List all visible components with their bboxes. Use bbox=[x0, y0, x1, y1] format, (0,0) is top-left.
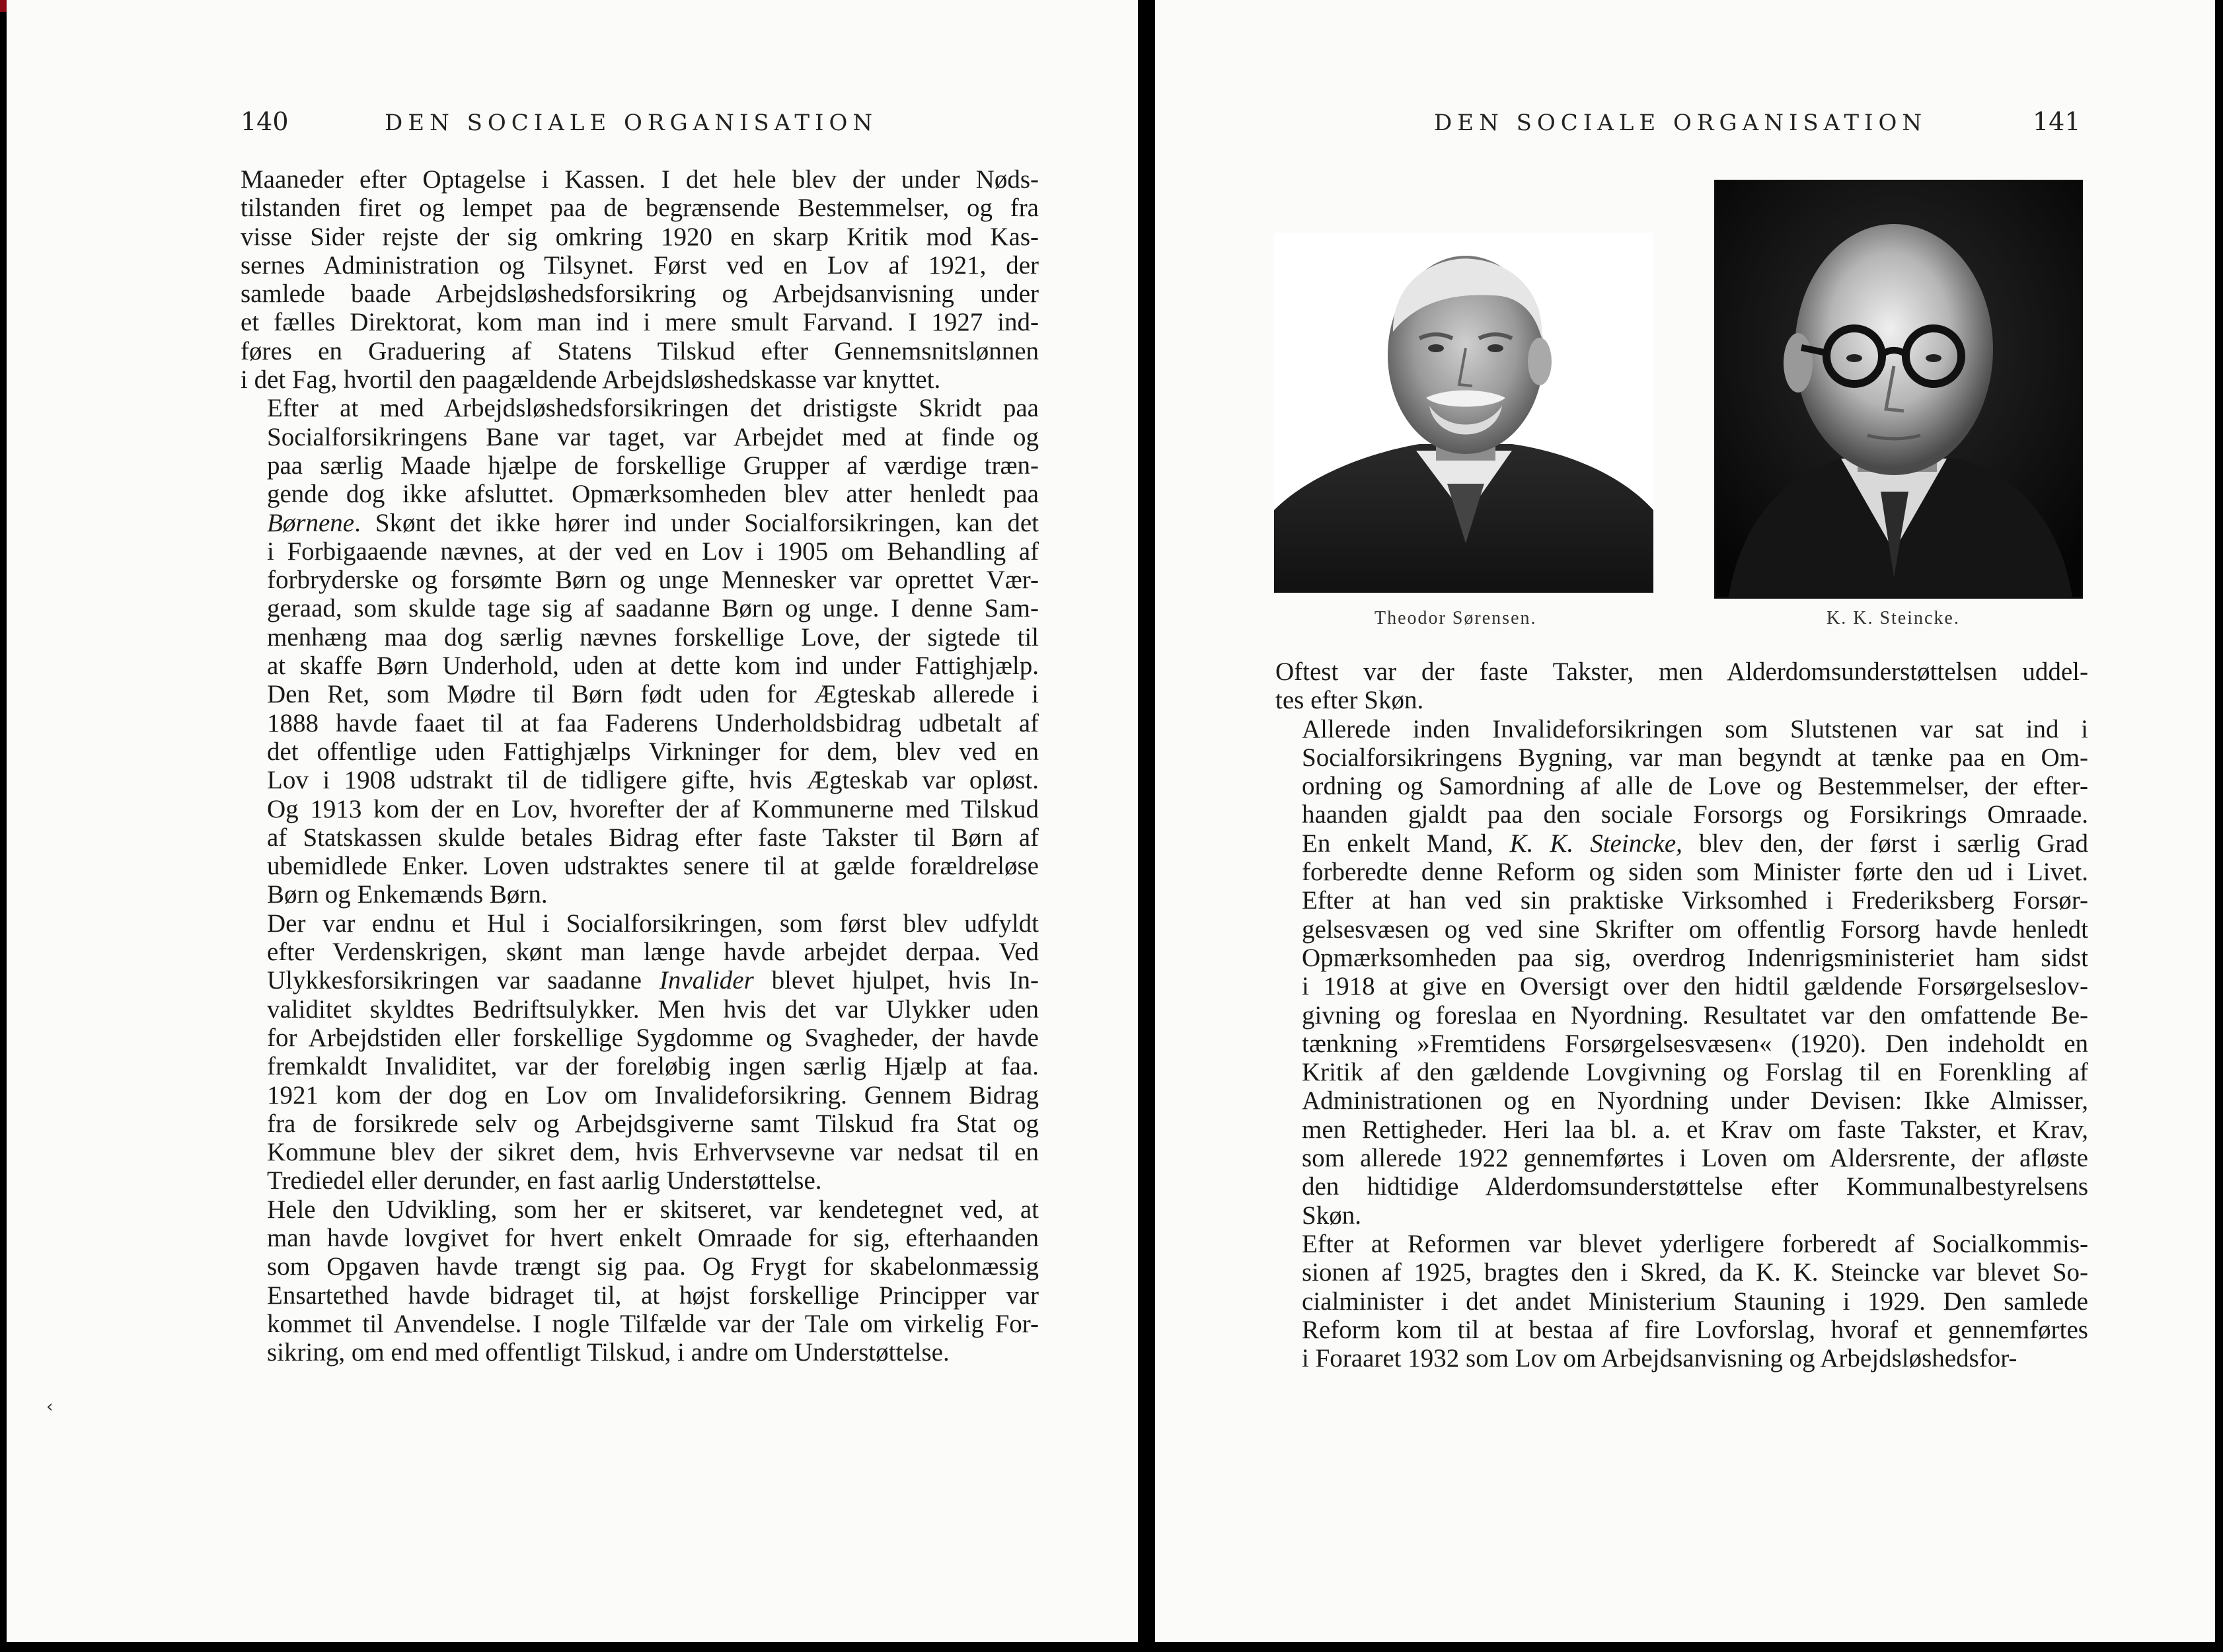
portrait-photo-steincke bbox=[1714, 180, 2083, 599]
text-line: Opmærksomheden paa sig, overdrog Indenrigsministeriet ham sidst bbox=[1302, 943, 2088, 972]
text-line: Børn og Enkemænds Børn. bbox=[267, 880, 548, 909]
text-line: Børnene. Skønt det ikke hører ind under Socialforsikringen, kan det bbox=[267, 508, 1039, 537]
text-line: givning og foreslaa en Nyordning. Resultatet var den omfattende Be- bbox=[1302, 1000, 2088, 1030]
text-line: Den Ret, som Mødre til Børn født uden for Ægteskab allerede i bbox=[267, 680, 1039, 709]
text-line: validitet skyldtes Bedriftsulykker. Men hvis det var Ulykker uden bbox=[267, 995, 1039, 1024]
paragraph bbox=[241, 394, 1039, 909]
text-line: sionen af 1925, bragtes den i Skred, da K. K. Steincke var blevet So- bbox=[1302, 1258, 2088, 1287]
text-line: 1888 havde faaet til at faa Faderens Underholdsbidrag udbetalt af bbox=[267, 708, 1039, 737]
text-line: gelsesvæsen og ved sine Skrifter om offentlig Forsorg havde henledt bbox=[1302, 915, 2088, 944]
text-line: geraad, som skulde tage sig af saadanne Børn og unge. I denne Sam- bbox=[267, 594, 1039, 623]
text-line: Allerede inden Invalideforsikringen som Slutstenen var sat ind i bbox=[1302, 714, 2088, 743]
text-line: samlede baade Arbejdsløshedsforsikring og Arbejdsanvisning under bbox=[241, 280, 1039, 309]
paragraph bbox=[1275, 1230, 2088, 1372]
text-line: man havde lovgivet for hvert enkelt Omraade for sig, efterhaanden bbox=[267, 1223, 1039, 1252]
text-line: 1921 kom der dog en Lov om Invalideforsikring. Gennem Bidrag bbox=[267, 1080, 1039, 1109]
caption-steincke: K. K. Steincke. bbox=[1827, 608, 1960, 628]
text-line: i Foraaret 1932 som Lov om Arbejdsanvisning og Arbejdsløshedsfor- bbox=[1302, 1344, 2017, 1373]
text-line: Trediedel eller derunder, en fast aarlig Understøttelse. bbox=[267, 1166, 822, 1195]
text-line: Hele den Udvikling, som her er skitseret, var kendetegnet ved, at bbox=[267, 1195, 1039, 1224]
text-line: sikring, om end med offentligt Tilskud, i andre om Understøttelse. bbox=[267, 1338, 950, 1367]
text-line: Der var endnu et Hul i Socialforsikringen, som først blev udfyldt bbox=[267, 909, 1039, 938]
text-line: af Statskassen skulde betales Bidrag efter faste Takster til Børn af bbox=[267, 823, 1039, 852]
text-line: for Arbejdstiden eller forskellige Sygdomme og Svagheder, der havde bbox=[267, 1023, 1039, 1052]
text-line: som allerede 1922 gennemførtes i Loven om Aldersrente, der afløste bbox=[1302, 1144, 2088, 1173]
paragraph bbox=[1275, 715, 2088, 1230]
text-line: Efter at Reformen var blevet yderligere forberedt af Socialkommis- bbox=[1302, 1229, 2088, 1258]
left-body-text bbox=[241, 165, 1039, 1367]
text-line: efter Verdenskrigen, skønt man længe havde arbejdet derpaa. Ved bbox=[267, 938, 1039, 967]
text-line: menhæng maa dog særlig nævnes forskellige Love, der sigtede til bbox=[267, 622, 1039, 652]
text-line: ordning og Samordning af alle de Love og Bestemmelser, der efter- bbox=[1302, 772, 2088, 801]
text-line: tænkning »Fremtidens Forsørgelsesvæsen« (1920). Den indeholdt en bbox=[1302, 1029, 2088, 1058]
text-line: i det Fag, hvortil den paagældende Arbejdsløshedskasse var knyttet. bbox=[241, 365, 941, 394]
text-line: Ulykkesforsikringen var saadanne Invalider blevet hjulpet, hvis In- bbox=[267, 966, 1039, 995]
text-line: Kritik af den gældende Lovgivning og Forslag til en Forenkling af bbox=[1302, 1058, 2088, 1087]
text-line: En enkelt Mand, K. K. Steincke, blev den, der først i særlig Grad bbox=[1302, 829, 2088, 858]
paragraph bbox=[241, 165, 1039, 394]
portrait-sorensen-image bbox=[1274, 233, 1653, 593]
text-line: forberedte denne Reform og siden som Minister førte den ud i Livet. bbox=[1302, 858, 2088, 887]
text-line: Skøn. bbox=[1302, 1201, 1361, 1230]
text-line: Socialforsikringens Bane var taget, var Arbejdet med at finde og bbox=[267, 422, 1039, 451]
text-line: men Rettigheder. Heri laa bl. a. et Krav om faste Takster, et Krav, bbox=[1302, 1115, 2088, 1144]
right-page bbox=[1155, 0, 2215, 1642]
paragraph bbox=[241, 909, 1039, 1195]
text-line: forbryderske og forsømte Børn og unge Mennesker var oprettet Vær- bbox=[267, 566, 1039, 595]
running-head-left: DEN SOCIALE ORGANISATION bbox=[385, 110, 878, 136]
text-line: Oftest var der faste Takster, men Alderdomsunderstøttelsen uddel- bbox=[1275, 657, 2088, 686]
text-line: som Opgaven havde trængt sig paa. Og Frygt for skabelonmæssig bbox=[267, 1252, 1039, 1281]
portrait-photo-sorensen bbox=[1274, 233, 1653, 593]
text-line: Socialforsikringens Bygning, var man begyndt at tænke paa en Om- bbox=[1302, 743, 2088, 772]
text-line: Maaneder efter Optagelse i Kassen. I det hele blev der under Nøds- bbox=[241, 165, 1039, 194]
text-line: Administrationen og en Nyordning under Devisen: Ikke Almisser, bbox=[1302, 1086, 2088, 1115]
text-line: den hidtidige Alderdomsunderstøttelse efter Kommunalbestyrelsens bbox=[1302, 1172, 2088, 1201]
text-line: Ensartethed havde bidraget til, at højst forskellige Principper var bbox=[267, 1281, 1039, 1310]
text-line: tes efter Skøn. bbox=[1275, 686, 1424, 715]
text-line: sernes Administration og Tilsynet. Først ved en Lov af 1921, der bbox=[241, 250, 1039, 280]
paragraph bbox=[241, 1195, 1039, 1367]
text-line: ubemidlede Enker. Loven udstraktes senere til at gælde forældreløse bbox=[267, 852, 1039, 881]
text-line: kommet til Anvendelse. I nogle Tilfælde var der Tale om virkelig For- bbox=[267, 1309, 1039, 1338]
portrait-steincke-image bbox=[1715, 181, 2082, 597]
text-line: Og 1913 kom der en Lov, hvorefter der af Kommunerne med Tilskud bbox=[267, 794, 1039, 823]
text-line: at skaffe Børn Underhold, uden at dette kom ind under Fattighjælp. bbox=[267, 652, 1039, 681]
text-line: haanden gjaldt paa den sociale Forsorgs og Forsikrings Omraade. bbox=[1302, 800, 2088, 829]
text-line: føres en Graduering af Statens Tilskud efter Gennemsnitslønnen bbox=[241, 336, 1039, 365]
text-line: Efter at med Arbejdsløshedsforsikringen det dristigste Skridt paa bbox=[267, 394, 1039, 423]
right-body-text bbox=[1275, 657, 2088, 1372]
text-line: visse Sider rejste der sig omkring 1920 en skarp Kritik mod Kas- bbox=[241, 222, 1039, 251]
page-number-right: 141 bbox=[2033, 107, 2081, 136]
margin-mark-icon: ‹ bbox=[46, 1397, 54, 1417]
text-line: Efter at han ved sin praktiske Virksomhed i Frederiksberg Forsør- bbox=[1302, 886, 2088, 915]
caption-sorensen: Theodor Sørensen. bbox=[1375, 608, 1537, 628]
running-head-right: DEN SOCIALE ORGANISATION bbox=[1434, 110, 1928, 136]
text-line: paa særlig Maade hjælpe de forskellige Grupper af værdige træn- bbox=[267, 451, 1039, 480]
text-line: Lov i 1908 udstrakt til de tidligere gifte, hvis Ægteskab var opløst. bbox=[267, 766, 1039, 795]
text-line: i Forbigaaende nævnes, at der ved en Lov i 1905 om Behandling af bbox=[267, 537, 1039, 566]
text-line: Kommune blev der sikret dem, hvis Erhvervsevne var nedsat til en bbox=[267, 1138, 1039, 1167]
text-line: tilstanden firet og lempet paa de begrænsende Bestemmelser, og fra bbox=[241, 194, 1039, 223]
text-line: fra de forsikrede selv og Arbejdsgiverne samt Tilskud fra Stat og bbox=[267, 1109, 1039, 1138]
text-line: gende dog ikke afsluttet. Opmærksomheden blev atter henledt paa bbox=[267, 480, 1039, 509]
text-line: i 1918 at give en Oversigt over den hidtil gældende Forsørgelseslov- bbox=[1302, 972, 2088, 1001]
left-page bbox=[7, 0, 1138, 1642]
page-number-left: 140 bbox=[241, 107, 289, 136]
text-line: fremkaldt Invaliditet, var der foreløbig ingen særlig Hjælp at faa. bbox=[267, 1052, 1039, 1081]
paragraph bbox=[1275, 657, 2088, 715]
text-line: det offentlige uden Fattighjælps Virkninger for dem, blev ved en bbox=[267, 737, 1039, 766]
text-line: et fælles Direktorat, kom man ind i mere smult Farvand. I 1927 ind- bbox=[241, 308, 1039, 337]
text-line: cialminister i det andet Ministerium Stauning i 1929. Den samlede bbox=[1302, 1287, 2088, 1316]
text-line: Reform kom til at bestaa af fire Lovforslag, hvoraf et gennemførtes bbox=[1302, 1315, 2088, 1344]
